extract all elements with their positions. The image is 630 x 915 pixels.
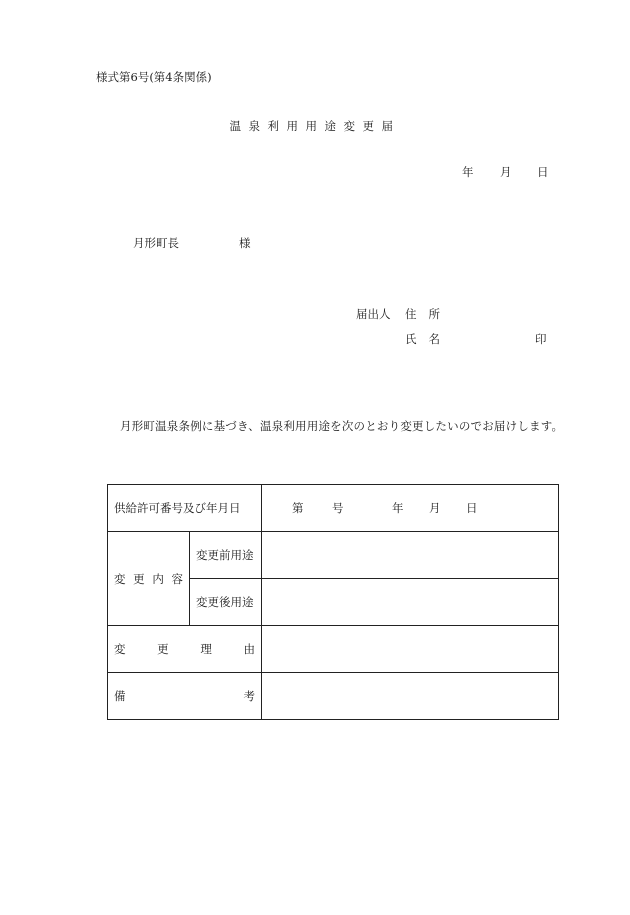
applicant-label: 届出人 [356,307,391,321]
after-use-input[interactable] [262,579,559,626]
remarks-row [108,673,559,720]
reason-label: 変 更 理 由 [114,642,255,656]
after-use-label-cell [190,579,262,626]
applicant-address-label: 住所 [405,307,452,321]
statement-text: 月形町温泉条例に基づき、温泉利用用途を次のとおり変更したいのでお届けします。 [120,419,564,433]
permit-year: 年 [392,501,404,515]
permit-go: 号 [332,501,344,515]
addressee-name: 月形町長 [133,236,179,250]
reason-label-cell [108,626,262,673]
form-number: 様式第6号(第4条関係) [96,70,212,84]
permit-month: 月 [429,501,441,515]
remarks-input[interactable] [262,673,559,720]
date-day-label: 日 [537,165,549,179]
after-use-label: 変更後用途 [196,595,254,609]
date-month-label: 月 [500,165,512,179]
remarks-label-cell [108,673,262,720]
change-contents-label: 変 更 内 容 [114,571,183,586]
addressee-honorific: 様 [239,236,251,250]
document-title: 温泉利用用途変更届 [229,119,401,133]
change-form-table [107,484,559,720]
reason-input[interactable] [262,626,559,673]
change-before-row [108,532,559,579]
seal-label: 印 [535,332,547,346]
remarks-label: 備 考 [114,689,255,703]
permit-label: 供給許可番号及び年月日 [114,501,241,515]
permit-value-cell[interactable] [262,485,559,532]
applicant-name-label: 氏名 [405,332,452,346]
permit-label-cell [108,485,262,532]
permit-row [108,485,559,532]
permit-dai: 第 [292,501,304,515]
before-use-label: 変更前用途 [196,548,254,562]
date-year-label: 年 [462,165,474,179]
before-use-input[interactable] [262,532,559,579]
change-contents-label-cell [108,532,190,626]
before-use-label-cell [190,532,262,579]
reason-row [108,626,559,673]
permit-day: 日 [466,501,478,515]
